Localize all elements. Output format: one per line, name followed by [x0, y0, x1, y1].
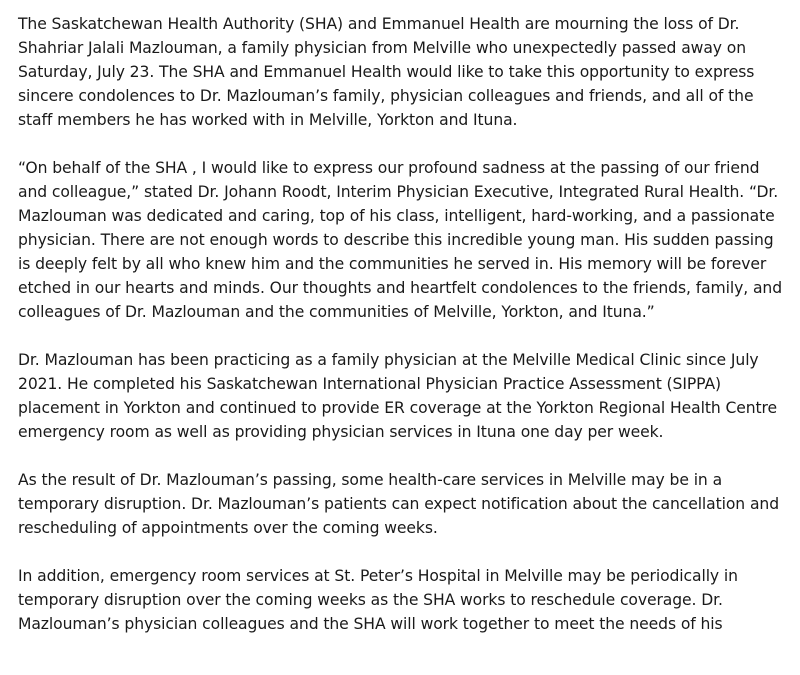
- paragraph-service-disruption: [18, 468, 788, 540]
- text-line: rescheduling of appointments over the coming weeks.: [18, 519, 438, 537]
- text-line: colleagues of Dr. Mazlouman and the communities of Melville, Yorkton, and Ituna.”: [18, 303, 655, 321]
- text-line: temporary disruption over the coming weeks as the SHA works to reschedule coverage. Dr.: [18, 591, 723, 609]
- paragraph-emergency-room: [18, 564, 788, 636]
- text-line: The Saskatchewan Health Authority (SHA) and Emmanuel Health are mourning the loss of Dr.: [18, 15, 740, 33]
- text-line: 2021. He completed his Saskatchewan International Physician Practice Assessment (SIPPA): [18, 375, 722, 393]
- text-line: emergency room as well as providing physician services in Ituna one day per week.: [18, 423, 664, 441]
- text-line: physician. There are not enough words to describe this incredible young man. His sudden passing: [18, 231, 774, 249]
- text-line: Mazlouman was dedicated and caring, top of his class, intelligent, hard-working, and a passionate: [18, 207, 775, 225]
- text-line: In addition, emergency room services at St. Peter’s Hospital in Melville may be periodically in: [18, 567, 738, 585]
- paragraph-practice-history: [18, 348, 788, 444]
- text-line: Dr. Mazlouman has been practicing as a family physician at the Melville Medical Clinic since July: [18, 351, 759, 369]
- paragraph-announcement: [18, 12, 788, 132]
- text-line: sincere condolences to Dr. Mazlouman’s family, physician colleagues and friends, and all of the: [18, 87, 754, 105]
- text-line: etched in our hearts and minds. Our thoughts and heartfelt condolences to the friends, family, and: [18, 279, 782, 297]
- text-line: Saturday, July 23. The SHA and Emmanuel Health would like to take this opportunity to express: [18, 63, 755, 81]
- text-line: is deeply felt by all who knew him and the communities he served in. His memory will be forever: [18, 255, 767, 273]
- text-line: placement in Yorkton and continued to provide ER coverage at the Yorkton Regional Health Centre: [18, 399, 778, 417]
- text-line: staff members he has worked with in Melville, Yorkton and Ituna.: [18, 111, 518, 129]
- text-line: and colleague,” stated Dr. Johann Roodt, Interim Physician Executive, Integrated Rural Health. “Dr.: [18, 183, 779, 201]
- text-line: Mazlouman’s physician colleagues and the SHA will work together to meet the needs of his: [18, 615, 723, 633]
- text-line: “On behalf of the SHA , I would like to express our profound sadness at the passing of our friend: [18, 159, 760, 177]
- article-body: [18, 0, 788, 660]
- text-line: Shahriar Jalali Mazlouman, a family physician from Melville who unexpectedly passed away on: [18, 39, 746, 57]
- text-line: temporary disruption. Dr. Mazlouman’s patients can expect notification about the cancellation and: [18, 495, 779, 513]
- text-line: As the result of Dr. Mazlouman’s passing, some health-care services in Melville may be in a: [18, 471, 723, 489]
- paragraph-quote: [18, 156, 788, 324]
